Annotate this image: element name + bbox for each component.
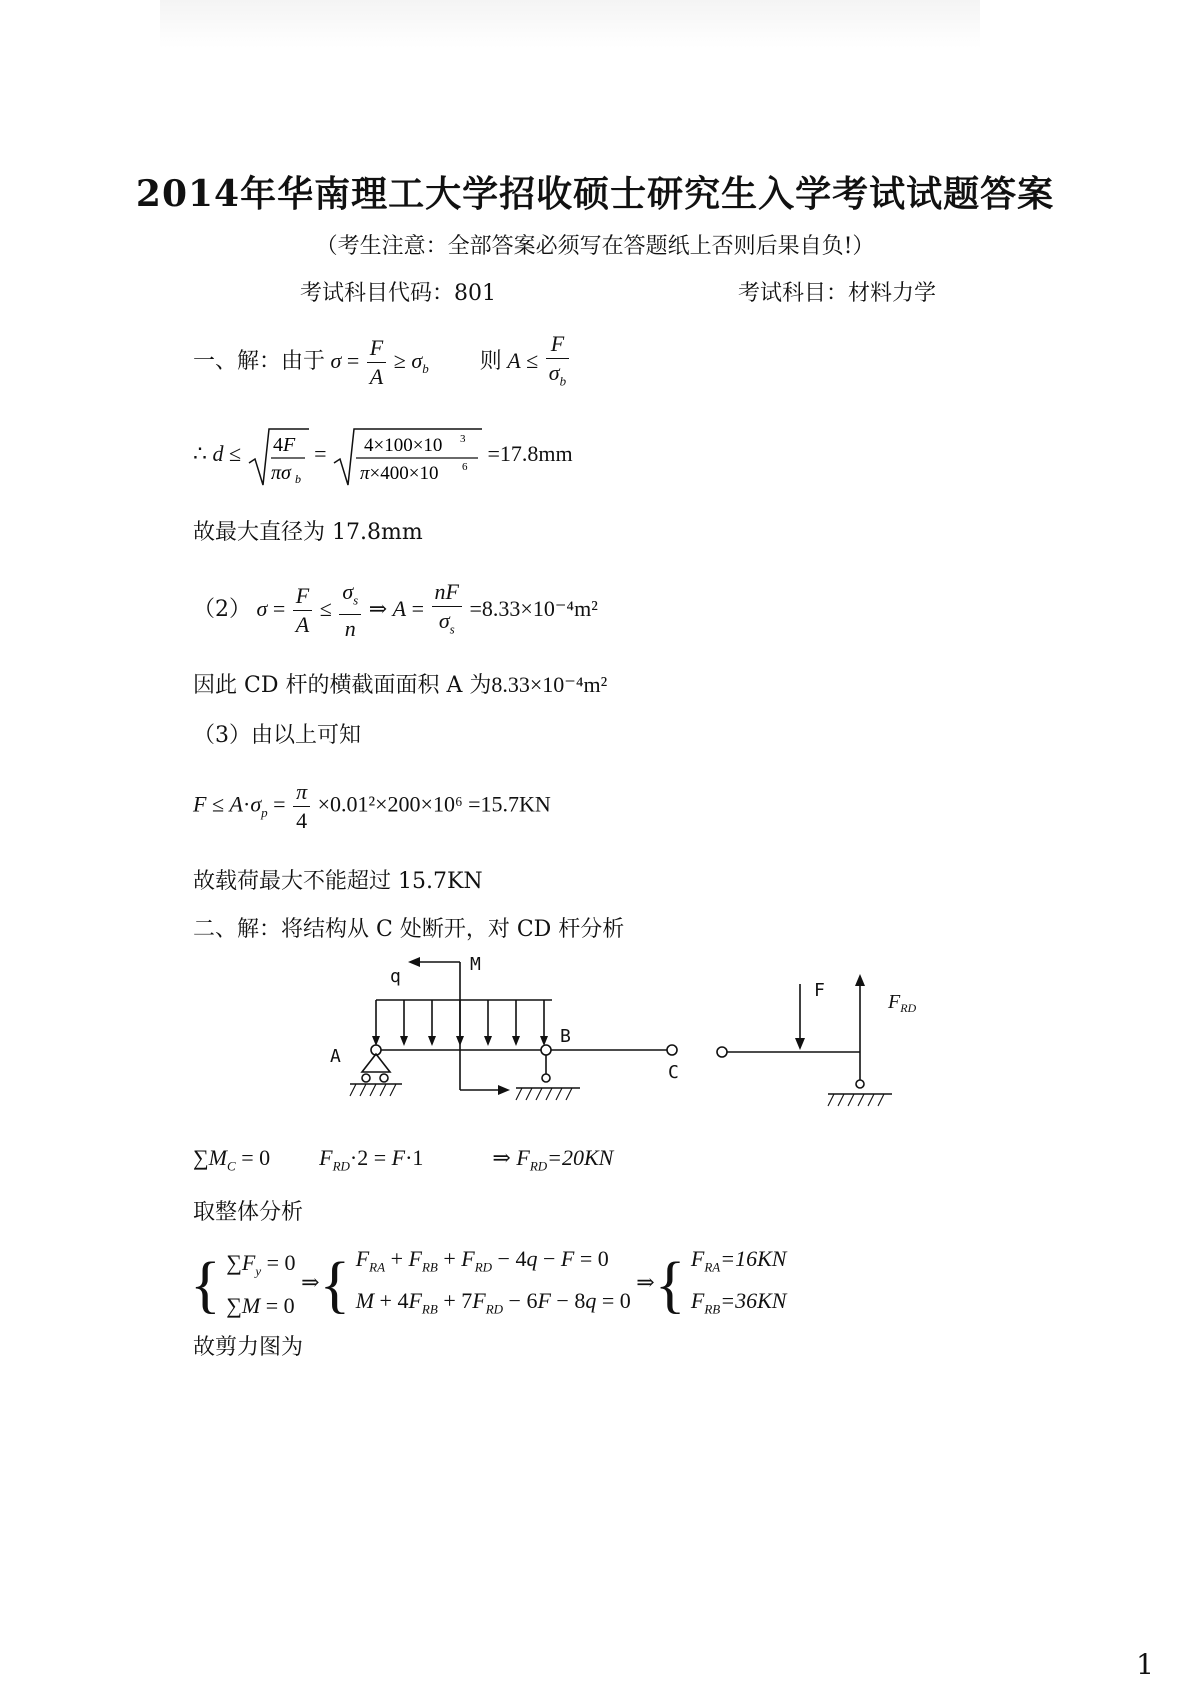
subject-name: 考试科目：材料力学 [738, 281, 937, 306]
label-q: q [390, 966, 401, 987]
svg-text:4F: 4F [272, 434, 295, 456]
q1-diameter-result: =17.8mm [487, 441, 573, 467]
load-expression: ×0.01²×200×10⁶ =15.7KN [317, 791, 551, 817]
frb-result: =36KN [720, 1288, 787, 1314]
q1-area-statement [193, 668, 607, 699]
label-C: C [668, 1062, 679, 1083]
q2-whole-analysis: 取整体分析 [193, 1200, 304, 1225]
q1-load-equation: $F \le A\cdot\sigma_p$ = $\frac{\pi}{4}$ ×0.01²×200×10⁶ =15.7KN [193, 779, 551, 833]
fraction-sigma-over-n: $\frac{\sigma_s}{n}$ [339, 578, 361, 643]
q1-condition: 一、解：由于 σ = $\frac{F}{A}$ ≥ $\sigma_b$ 则 A ≤ $\frac{F}{\sigma_b}$ [193, 330, 571, 395]
svg-text:4×100×10: 4×100×10 [364, 435, 443, 456]
fra-result: =16KN [720, 1246, 787, 1271]
fraction-F-over-A-2: $\frac{F}{A}$ [293, 582, 312, 639]
area-text: 因此 CD 杆的横截面面积 A 为 [193, 673, 492, 698]
sum-moment: ∑M [193, 1145, 228, 1170]
fraction-F-over-sigma: $\frac{F}{\sigma_b}$ [546, 330, 569, 395]
q1-load-conclusion: 故载荷最大不能超过 15.7KN [193, 869, 483, 894]
fraction-pi-over-4: $\frac{\pi}{4}$ [293, 778, 310, 835]
fraction-nF-over-sigma: $\frac{nF}{\sigma_s}$ [432, 578, 462, 643]
q2-equilibrium-system: { $\sum F_y = 0$ ∑M = 0 ⇒{ $F_{RA} + F_{RB} + F_{RD} - 4q - F = 0$ $M + 4F_{RB} + 7F_{RD} - 6F - 8q = 0$ ⇒{ $F_{RA}=16KN$ $F_{RB}=36KN$ [190, 1246, 787, 1320]
q1-part3: （3）由以上可知 [193, 723, 361, 748]
svg-text:FRD [887, 991, 917, 1015]
fraction-F-over-A: $\frac{F}{A}$ [367, 334, 386, 391]
exam-notice: （考生注意：全部答案必须写在答题纸上否则后果自负!） [315, 234, 875, 259]
frd-result: =20KN [547, 1145, 614, 1170]
label-M: M [470, 954, 481, 975]
q1-part2-equation: （2） σ = $\frac{F}{A}$ ≤ $\frac{\sigma_s}{n}$ ⇒ A = $\frac{nF}{\sigma_s}$ =8.33×10⁻⁴m² [193, 579, 598, 642]
svg-text:3: 3 [460, 433, 466, 445]
svg-text:πσ: πσ [270, 462, 291, 484]
page-title: 2014年华南理工大学招收硕士研究生入学考试试题答案 [135, 173, 1055, 215]
label-FRD-sub: RD [900, 1001, 917, 1015]
svg-text:6: 6 [462, 461, 468, 473]
q2-shear-heading: 故剪力图为 [193, 1335, 304, 1360]
label-FRD: F [888, 991, 901, 1013]
subject-code: 考试科目代码：801 [300, 281, 496, 306]
q1-diameter-equation: ∴ d ≤ 4F πσ b = 4×100×10 3 π×400×10 6 =17.8mm [193, 425, 573, 487]
label-F: F [814, 980, 825, 1001]
label-B: B [560, 1026, 571, 1047]
svg-text:π×400×10: π×400×10 [360, 463, 439, 484]
area-value: 8.33×10⁻⁴m² [491, 672, 608, 697]
sqrt-expression-1 [247, 425, 309, 487]
scan-shading [160, 0, 980, 48]
part2-label: （2） [193, 596, 251, 622]
q1-then: 则 [479, 348, 502, 374]
part2-result: =8.33×10⁻⁴m² [469, 595, 598, 621]
q2-intro: 二、解：将结构从 C 处断开，对 CD 杆分析 [193, 917, 625, 942]
q1-conclusion: 故最大直径为 17.8mm [193, 520, 423, 545]
beam-diagram [320, 950, 940, 1130]
label-A: A [330, 1046, 341, 1067]
q1-prefix: 一、解：由于 [193, 348, 326, 374]
q2-moment-equation: $\sum M_C = 0$ $F_{RD}\cdot 2 = F\cdot 1$ ⇒ $F_{RD}=20KN$ [193, 1145, 614, 1174]
svg-text:b: b [294, 472, 301, 486]
sqrt-expression-2 [332, 425, 482, 487]
page-number: 1 [1136, 1648, 1154, 1681]
